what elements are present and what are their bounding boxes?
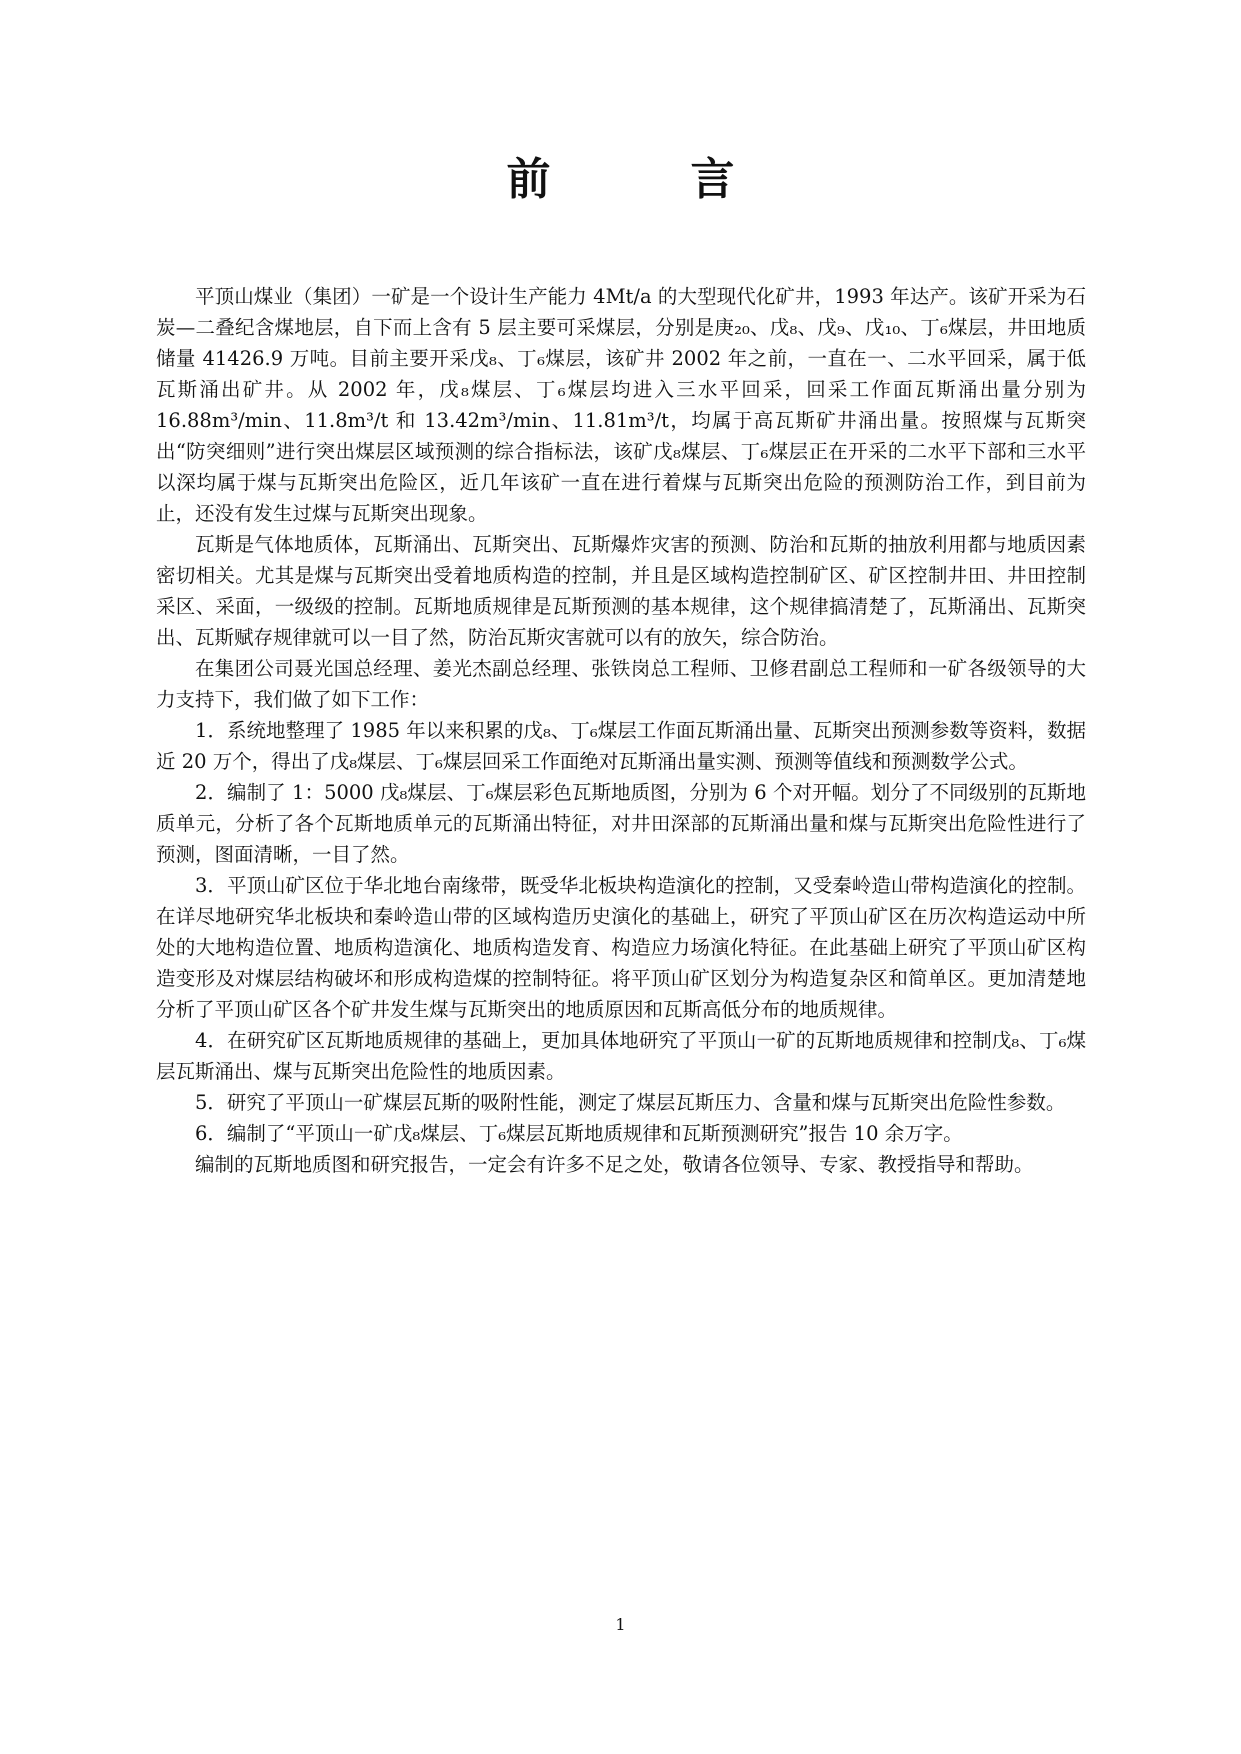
work-item-2: 2．编制了 1：5000 戊₈煤层、丁₆煤层彩色瓦斯地质图，分别为 6 个对开幅。划分了不同级别的瓦斯地质单元，分析了各个瓦斯地质单元的瓦斯涌出特征，对井田深部的瓦斯涌出量和煤与瓦斯突出危险性进行了预测，图面清晰，一目了然。 — [156, 781, 1086, 866]
work-item-4: 4．在研究矿区瓦斯地质规律的基础上，更加具体地研究了平顶山一矿的瓦斯地质规律和控制戊₈、丁₆煤层瓦斯涌出、煤与瓦斯突出危险性的地质因素。 — [156, 1029, 1086, 1083]
paragraph-acknowledgement: 在集团公司聂光国总经理、姜光杰副总经理、张铁岗总工程师、卫修君副总工程师和一矿各级领导的大力支持下，我们做了如下工作： — [156, 657, 1086, 711]
paragraph-intro: 平顶山煤业（集团）一矿是一个设计生产能力 4Mt/a 的大型现代化矿井，1993 年达产。该矿开采为石炭—二叠纪含煤地层，自下而上含有 5 层主要可采煤层，分别是庚₂₀、戊₈、戊₉、戊₁₀、丁₆煤层，井田地质储量 41426.9 万吨。目前主要开采戊₈、丁₆煤层，该矿井 2002 年之前，一直在一、二水平回采，属于低瓦斯涌出矿井。从 2002 年，戊₈煤层、丁₆煤层均进入三水平回采，回采工作面瓦斯涌出量分别为 16.88m³/min、11.8m³/t 和 13.42m³/min、11.81m³/t，均属于高瓦斯矿井涌出量。按照煤与瓦斯突出“防突细则”进行突出煤层区域预测的综合指标法，该矿戊₈煤层、丁₆煤层正在开采的二水平下部和三水平以深均属于煤与瓦斯突出危险区，近几年该矿一直在进行着煤与瓦斯突出危险的预测防治工作，到目前为止，还没有发生过煤与瓦斯突出现象。 — [156, 285, 1086, 525]
work-item-5: 5．研究了平顶山一矿煤层瓦斯的吸附性能，测定了煤层瓦斯压力、含量和煤与瓦斯突出危险性参数。 — [195, 1091, 1066, 1114]
paragraph-closing: 编制的瓦斯地质图和研究报告，一定会有许多不足之处，敬请各位领导、专家、教授指导和帮助。 — [195, 1153, 1034, 1176]
page-title: 前 言 — [506, 154, 783, 205]
paragraph-gas-geology: 瓦斯是气体地质体，瓦斯涌出、瓦斯突出、瓦斯爆炸灾害的预测、防治和瓦斯的抽放利用都与地质因素密切相关。尤其是煤与瓦斯突出受着地质构造的控制，并且是区域构造控制矿区、矿区控制井田、井田控制采区、采面，一级级的控制。瓦斯地质规律是瓦斯预测的基本规律，这个规律搞清楚了，瓦斯涌出、瓦斯突出、瓦斯赋存规律就可以一目了然，防治瓦斯灾害就可以有的放矢，综合防治。 — [156, 533, 1086, 649]
work-item-6: 6．编制了“平顶山一矿戊₈煤层、丁₆煤层瓦斯地质规律和瓦斯预测研究”报告 10 余万字。 — [195, 1122, 963, 1145]
preface-body — [156, 281, 1086, 1180]
page-number: 1 — [615, 1615, 626, 1634]
work-item-3: 3．平顶山矿区位于华北地台南缘带，既受华北板块构造演化的控制，又受秦岭造山带构造演化的控制。在详尽地研究华北板块和秦岭造山带的区域构造历史演化的基础上，研究了平顶山矿区在历次构造运动中所处的大地构造位置、地质构造演化、地质构造发育、构造应力场演化特征。在此基础上研究了平顶山矿区构造变形及对煤层结构破坏和形成构造煤的控制特征。将平顶山矿区划分为构造复杂区和简单区。更加清楚地分析了平顶山矿区各个矿井发生煤与瓦斯突出的地质原因和瓦斯高低分布的地质规律。 — [156, 874, 1086, 1021]
work-item-1: 1．系统地整理了 1985 年以来积累的戊₈、丁₆煤层工作面瓦斯涌出量、瓦斯突出预测参数等资料，数据近 20 万个，得出了戊₈煤层、丁₆煤层回采工作面绝对瓦斯涌出量实测、预测等值线和预测数学公式。 — [156, 719, 1086, 773]
